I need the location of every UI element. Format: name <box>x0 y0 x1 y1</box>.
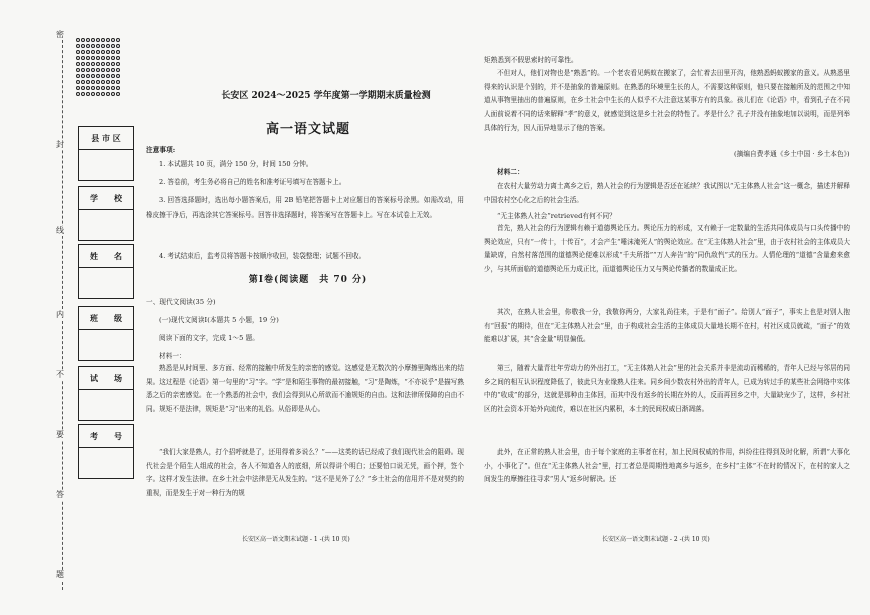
page-one <box>146 0 470 615</box>
exam-title: 长安区 2024～2025 学年度第一学期期末质量检测 <box>221 91 431 101</box>
hole-row <box>76 74 128 78</box>
punch-hole <box>96 38 100 42</box>
cut-char: 内 <box>56 310 64 319</box>
punch-hole <box>91 44 95 48</box>
punch-hole <box>101 56 105 60</box>
punch-hole <box>116 38 120 42</box>
paragraph: 熟悉是从时间里、多方面、经常的接触中所发生的亲密的感觉。这感觉是无数次的小摩擦里陶炼出来的结果。这过程是《论语》第一句里的“习”字。“学”是和陌生事物的最初接触，“习”是陶炼，“不亦说乎”是描写熟悉之后的亲密感觉。在一个熟悉的社会中，我们会得到从心所欲而不逾规矩的自由。这和法律所保障的自由不同。规矩不是法律，规矩是“习”出来的礼俗。从俗即是从心。 <box>146 364 464 414</box>
punch-hole <box>96 62 100 66</box>
punch-hole <box>106 50 110 54</box>
punch-hole <box>116 74 120 78</box>
section-title: 第Ⅰ卷(阅读题 共 70 分) <box>248 275 368 285</box>
paragraph: 首先，熟人社会的行为逻辑有赖于道德舆论压力。舆论压力的形成，又有赖于一定数量的生活共同体成员与口头传播中的舆论效应，只有“一传十，十传百”，才会产生“唾沫淹死人”的舆论效应。在“无主体熟人社会”里，由于农村社会的主体成员大量缺席，自然村落范围的道德舆论便难以形成“千夫所指”“万人奔告”的“同仇敌忾”式的压力。人情伦理的“道德”含量愈来愈少，与其所面临的道德舆论压力成正比，而道德舆论压力又与舆论传播者的数量成正比。 <box>484 224 850 274</box>
cut-char: 不 <box>56 370 64 379</box>
punch-hole <box>76 50 80 54</box>
punch-hole <box>111 56 115 60</box>
punch-hole <box>76 44 80 48</box>
punch-hole <box>76 38 80 42</box>
county-field[interactable] <box>79 150 133 180</box>
cut-char: 答 <box>56 490 64 499</box>
note-item: 1. 本试题共 10 页，满分 150 分，时间 150 分钟。 <box>159 160 313 168</box>
room-box <box>78 366 134 421</box>
punch-holes-top <box>76 38 128 96</box>
punch-hole <box>111 80 115 84</box>
punch-hole <box>106 68 110 72</box>
punch-hole <box>111 50 115 54</box>
punch-hole <box>81 56 85 60</box>
hole-row <box>76 62 128 66</box>
hole-row <box>76 68 128 72</box>
punch-hole <box>76 68 80 72</box>
paragraph: 其次，在熟人社会里，你敬我一分，我敬你两分，大家礼尚往来，于是有“面子”。给别人“面子”，事实上也是对别人抱有“回报”的期待，但在“无主体熟人社会”里，由于构成社会生活的主体成员大量地长期不在村，村社区成员就疏，“面子”的效能难以扩展，其“含金量”明显偏低。 <box>484 308 850 344</box>
punch-hole <box>106 92 110 96</box>
page-two <box>484 0 852 615</box>
punch-hole <box>76 56 80 60</box>
punch-hole <box>116 92 120 96</box>
punch-hole <box>116 68 120 72</box>
cut-char: 封 <box>56 140 64 149</box>
school-label: 学 校 <box>79 187 133 210</box>
punch-hole <box>96 92 100 96</box>
punch-hole <box>81 38 85 42</box>
punch-hole <box>86 86 90 90</box>
punch-hole <box>81 74 85 78</box>
punch-hole <box>86 50 90 54</box>
cut-char: 题 <box>56 570 64 579</box>
hole-row <box>76 80 128 84</box>
hole-row <box>76 92 128 96</box>
punch-hole <box>96 86 100 90</box>
punch-hole <box>81 50 85 54</box>
room-field[interactable] <box>79 390 133 420</box>
punch-hole <box>81 92 85 96</box>
punch-hole <box>96 74 100 78</box>
punch-hole <box>81 86 85 90</box>
exam-number-label: 考 号 <box>79 425 133 448</box>
cut-char: 线 <box>56 226 64 235</box>
punch-hole <box>96 56 100 60</box>
binding-strip <box>14 30 134 590</box>
punch-hole <box>86 92 90 96</box>
page-footer-right: 长安区高一语文期末试题 - 2 -(共 10 页) <box>602 536 710 543</box>
material-two-label: 材料二： <box>497 168 524 176</box>
punch-hole <box>86 68 90 72</box>
punch-hole <box>101 92 105 96</box>
exam-number-box <box>78 424 134 479</box>
hole-row <box>76 86 128 90</box>
punch-hole <box>101 62 105 66</box>
paragraph-continued: 矩熟悉到不假思索时的可靠性。 <box>484 56 578 64</box>
punch-hole <box>106 38 110 42</box>
punch-hole <box>106 80 110 84</box>
question-heading: “无主体熟人社会”retrieved有何不同？ <box>497 212 616 220</box>
note-item: 2. 答卷前，考生务必将自己的姓名和准考证号填写在答题卡上。 <box>159 178 346 186</box>
class-label: 班 级 <box>79 307 133 330</box>
punch-hole <box>86 62 90 66</box>
name-field[interactable] <box>79 268 133 298</box>
reading-heading: (一)现代文阅读Ⅰ(本题共 5 小题，19 分) <box>159 316 279 324</box>
paragraph: “我们大家是熟人，打个招呼就是了，还用得着多说么？”——这类的话已经成了我们现代社会的阻碍。现代社会是个陌生人组成的社会，各人不知道各人的底细，所以得讲个明白；还要怕口说无凭，画个押，签个字。这样才发生法律。在乡土社会中法律是无从发生的。“这不是见外了么？”乡土社会的信用并不是对契约的重视，而是发生于对一种行为的规 <box>146 448 464 498</box>
school-field[interactable] <box>79 210 133 240</box>
punch-hole <box>111 92 115 96</box>
punch-hole <box>106 86 110 90</box>
punch-hole <box>86 56 90 60</box>
paragraph: 在农村大量劳动力离土离乡之后，熟人社会的行为逻辑是否还在延续？我试图以“无主体熟人社会”这一概念，描述并解释中国农村空心化之后的社会生活。 <box>484 182 850 204</box>
punch-hole <box>81 62 85 66</box>
punch-hole <box>76 92 80 96</box>
punch-hole <box>91 38 95 42</box>
punch-hole <box>101 80 105 84</box>
part-heading: 一、现代文阅读(35 分) <box>146 298 216 306</box>
punch-hole <box>76 74 80 78</box>
punch-hole <box>111 74 115 78</box>
punch-hole <box>81 80 85 84</box>
school-box <box>78 186 134 241</box>
punch-hole <box>116 86 120 90</box>
punch-hole <box>81 44 85 48</box>
punch-hole <box>86 44 90 48</box>
cut-char: 要 <box>56 430 64 439</box>
class-field[interactable] <box>79 330 133 360</box>
punch-hole <box>91 92 95 96</box>
room-label: 试 场 <box>79 367 133 390</box>
hole-row <box>76 44 128 48</box>
punch-hole <box>96 50 100 54</box>
punch-hole <box>111 44 115 48</box>
hole-row <box>76 50 128 54</box>
material-one-label: 材料一： <box>159 352 186 360</box>
punch-hole <box>86 80 90 84</box>
punch-hole <box>106 62 110 66</box>
punch-hole <box>86 38 90 42</box>
instruction: 阅读下面的文字，完成 1～5 题。 <box>159 334 260 342</box>
punch-hole <box>116 56 120 60</box>
cut-char: 密 <box>56 30 64 39</box>
punch-hole <box>116 62 120 66</box>
punch-hole <box>96 44 100 48</box>
punch-hole <box>106 44 110 48</box>
punch-hole <box>96 68 100 72</box>
punch-hole <box>76 80 80 84</box>
class-box <box>78 306 134 361</box>
county-box <box>78 126 134 181</box>
punch-hole <box>106 74 110 78</box>
punch-hole <box>86 74 90 78</box>
punch-hole <box>76 86 80 90</box>
punch-hole <box>111 68 115 72</box>
punch-hole <box>116 50 120 54</box>
hole-row <box>76 56 128 60</box>
punch-hole <box>96 80 100 84</box>
punch-hole <box>91 68 95 72</box>
punch-hole <box>111 86 115 90</box>
punch-hole <box>111 38 115 42</box>
punch-hole <box>91 74 95 78</box>
paragraph: 此外，在正常的熟人社会里，由于每个家庭的主事者在村，加上民间权威的作用，纠纷往往得到及时化解，所谓“大事化小，小事化了”。但在“无主体熟人社会”里，打工者总是周期性地离乡与返乡，在乡村“主体”不在时的情况下，在村的家人之间发生的摩擦往往寻求“男人”返乡时解决。还 <box>484 448 850 484</box>
punch-hole <box>101 68 105 72</box>
punch-hole <box>101 44 105 48</box>
name-label: 姓 名 <box>79 245 133 268</box>
notes-heading: 注意事项: <box>146 146 176 154</box>
punch-hole <box>116 44 120 48</box>
punch-hole <box>91 62 95 66</box>
county-label: 县 市 区 <box>79 127 133 150</box>
punch-hole <box>91 56 95 60</box>
paragraph: 第三，随着大量青壮年劳动力的外出打工，“无主体熟人社会”里的社会关系并非是流动而稀稀的，青年人已经与邻居的同乡之间的相互认识程度降低了，彼此只为业缘熟人往来。同乡间少数农村外出的青年人，已成为转过手的某些社会网络中实体中的“收成”的部分，这就是那种由主体回，而其中没有返乡的长期在外的人，反而再回乡之中，大量缺宠少了，这样，乡村社区的社会资本开始外向流传，难以在社区内累积，本土的民间权威日渐凋落。 <box>484 364 850 414</box>
punch-hole <box>101 38 105 42</box>
punch-hole <box>116 80 120 84</box>
page-footer-left: 长安区高一语文期末试题 - 1 -(共 10 页) <box>242 536 350 543</box>
excerpt-source: (摘编自费孝通《乡土中国 · 乡土本色》) <box>734 150 850 158</box>
paragraph: 不但对人，他们对物也是“熟悉”的。一个老农看见蚂蚁在搬家了，会忙着去田里开沟，他熟悉蚂蚁搬家的意义。从熟悉里得来的认识是个别的，并不是抽象的普遍原则。在熟悉的环境里生长的人，不需要这种原则，他只要在接触所及的范围之中知道从事物里抽出的普遍原则，在乡土社会中生长的人似乎不大注意这某事方有的具象。孩儿们在《论语》中，看到孔子在不同人面前说着不同的话来解释“孝”的意义，就感觉到这是乡土社会的特性了。孝是什么？孔子并没有抽象地加以说明，而是列举具体的行为，因人而异地显示了他的答案。 <box>484 69 850 132</box>
note-item: 3. 回答选择题时，选出每小题答案后，用 2B 铅笔把答题卡上对应题目的答案标号涂黑。如需改动，用橡皮擦干净后，再选涂其它答案标号。回答非选择题时，将答案写在答题卡上。写在本试卷上无效。 <box>146 196 464 219</box>
punch-hole <box>91 86 95 90</box>
punch-hole <box>76 62 80 66</box>
punch-hole <box>101 86 105 90</box>
punch-hole <box>101 50 105 54</box>
punch-hole <box>111 62 115 66</box>
punch-hole <box>81 68 85 72</box>
note-item: 4. 考试结束后，监考员将答题卡按顺序收回，装袋整理；试题不回收。 <box>159 252 366 260</box>
exam-number-field[interactable] <box>79 448 133 478</box>
hole-row <box>76 38 128 42</box>
name-box <box>78 244 134 299</box>
punch-hole <box>91 80 95 84</box>
punch-hole <box>91 50 95 54</box>
punch-hole <box>101 74 105 78</box>
subject-title: 高一语文试题 <box>265 122 350 137</box>
punch-hole <box>106 56 110 60</box>
